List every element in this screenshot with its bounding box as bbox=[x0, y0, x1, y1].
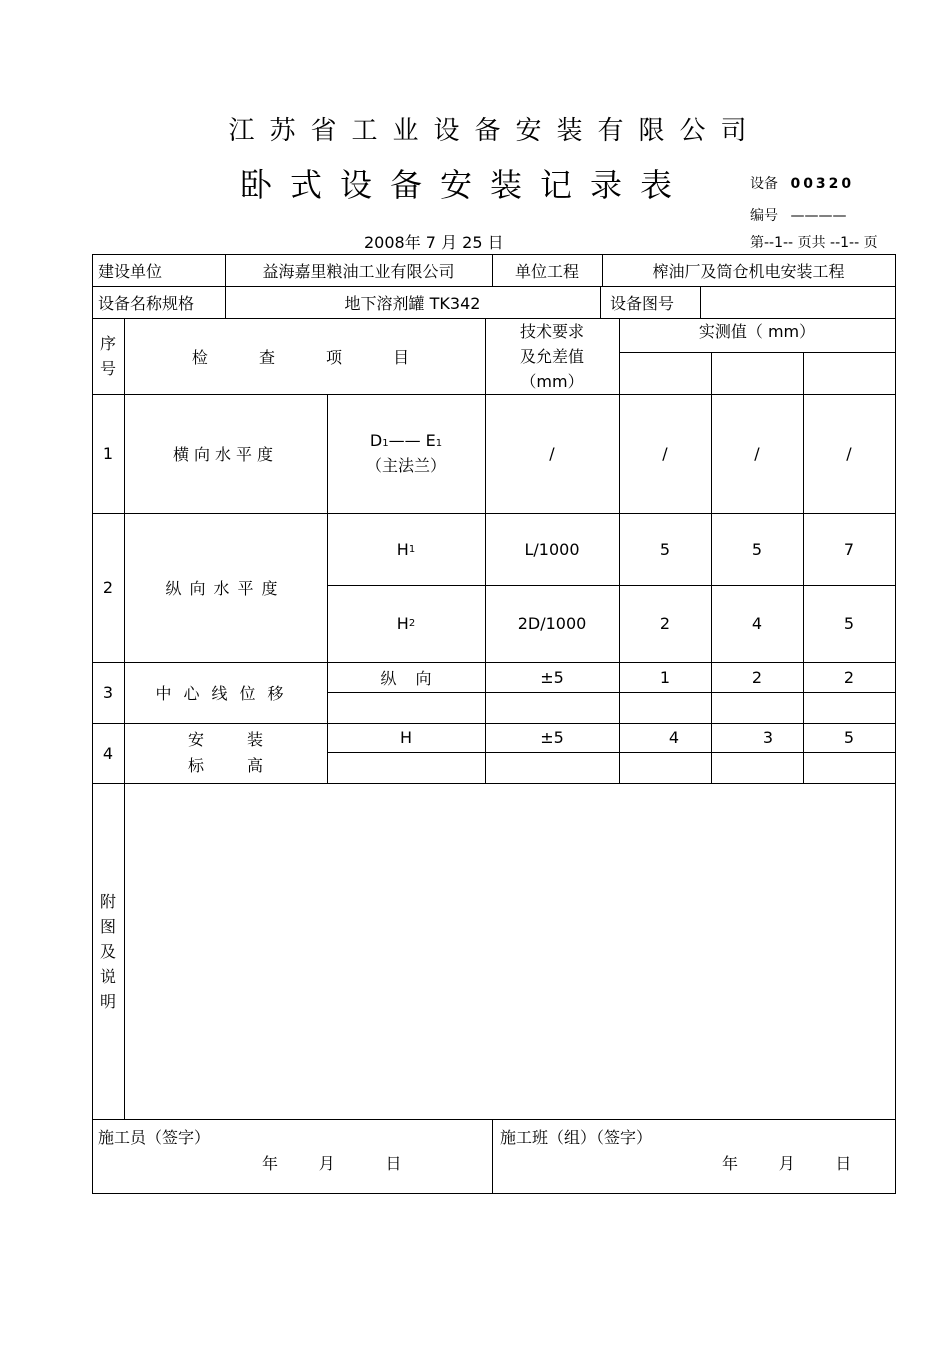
measured-header: 实测值（ mm） bbox=[698, 322, 816, 341]
tech-header-2: 及允差值 bbox=[519, 346, 584, 366]
row3-m1: 1 bbox=[659, 667, 671, 687]
row2-a-m2: 5 bbox=[751, 539, 763, 559]
row1-m1: / bbox=[662, 444, 668, 463]
notes-label-char: 附 bbox=[99, 891, 116, 911]
row3-item: 中心线位移 bbox=[155, 684, 296, 703]
tech-header-3: （mm） bbox=[520, 371, 584, 391]
row1-tol: / bbox=[549, 444, 555, 463]
row3-m2: 2 bbox=[751, 667, 763, 687]
tech-header-1: 技术要求 bbox=[519, 321, 584, 341]
unit-project-label: 单位工程 bbox=[514, 261, 579, 281]
row3-sub: 纵 向 bbox=[380, 668, 432, 688]
row1-sub-b: E bbox=[425, 431, 436, 450]
seq-header-1: 序 bbox=[99, 334, 116, 353]
row1-sub-a-idx: 1 bbox=[382, 438, 389, 449]
tech-header bbox=[485, 318, 619, 394]
equip-label: 设备 bbox=[750, 176, 778, 192]
row2-b-idx: 2 bbox=[408, 618, 416, 629]
row2-no: 2 bbox=[102, 578, 114, 597]
company-title: 江苏省工业设备安装有限公司 bbox=[228, 116, 762, 146]
row4-m2: 3 bbox=[762, 728, 774, 747]
row4-m1: 4 bbox=[668, 728, 680, 747]
form-date: 2008年 7 月 25 日 bbox=[364, 233, 504, 252]
row1-sub-a: D bbox=[369, 431, 383, 450]
row4-item-1: 安 装 bbox=[187, 730, 264, 749]
row4-item bbox=[124, 723, 327, 783]
row2-b-m3: 5 bbox=[843, 614, 855, 633]
row1-sub-note: （主法兰） bbox=[365, 456, 446, 475]
page-info: 第--1-- 页共 --1-- 页 bbox=[750, 235, 878, 251]
row2-b-tol: 2D/1000 bbox=[517, 614, 587, 633]
row2-a-label bbox=[327, 513, 485, 585]
row4-tol: ±5 bbox=[540, 728, 564, 747]
form-title: 卧式设备安装记录表 bbox=[240, 166, 691, 204]
seq-header-2: 号 bbox=[99, 359, 116, 378]
row1-sub-dash: —— bbox=[388, 431, 421, 450]
row1-no: 1 bbox=[102, 444, 114, 463]
drawing-label: 设备图号 bbox=[610, 293, 675, 313]
row2-b-m2: 4 bbox=[751, 614, 763, 633]
notes-label-char: 图 bbox=[99, 916, 116, 936]
row2-a-m1: 5 bbox=[659, 539, 671, 559]
number-value: ———— bbox=[790, 208, 847, 224]
row4-item-2: 标 高 bbox=[187, 756, 264, 775]
row4-no: 4 bbox=[102, 743, 114, 763]
number-label-text: 编号 bbox=[750, 208, 778, 224]
equipment-value: 地下溶剂罐 TK342 bbox=[344, 293, 481, 313]
row2-a-tol: L/1000 bbox=[524, 539, 580, 559]
row3-tol: ±5 bbox=[540, 667, 564, 687]
row4-sub: H bbox=[399, 728, 413, 747]
equipment-label: 设备名称规格 bbox=[98, 293, 195, 313]
row1-m2: / bbox=[754, 444, 760, 463]
number-label bbox=[750, 205, 846, 225]
equip-code: 00320 bbox=[790, 176, 855, 192]
row2-item: 纵向水平度 bbox=[165, 579, 286, 598]
seq-header bbox=[92, 318, 124, 394]
team-sign-label: 施工班（组）（签字） bbox=[500, 1128, 653, 1147]
row2-b-m1: 2 bbox=[659, 614, 671, 633]
row2-a-m3: 7 bbox=[843, 539, 855, 559]
worker-sign-label: 施工员（签字） bbox=[98, 1128, 211, 1147]
row2-b-h: H bbox=[396, 614, 409, 633]
notes-area[interactable] bbox=[125, 784, 895, 1119]
row2-a-idx: 1 bbox=[408, 543, 416, 555]
build-unit-label: 建设单位 bbox=[98, 261, 163, 281]
worker-sign-date: 年 月 日 bbox=[262, 1154, 402, 1173]
row2-b-label bbox=[327, 585, 485, 662]
row1-sub-formula bbox=[370, 430, 442, 455]
notes-label-char: 说 bbox=[99, 966, 116, 986]
row1-m3: / bbox=[846, 444, 852, 463]
notes-label-char: 明 bbox=[99, 991, 116, 1011]
team-sign-date: 年 月 日 bbox=[722, 1154, 852, 1173]
drawing-value bbox=[700, 286, 895, 318]
row1-item: 横向水平度 bbox=[172, 445, 278, 464]
build-unit-value: 益海嘉里粮油工业有限公司 bbox=[262, 261, 455, 281]
check-item-header: 检 查 项 目 bbox=[191, 347, 418, 367]
row3-m3: 2 bbox=[843, 667, 855, 687]
row3-no: 3 bbox=[102, 683, 114, 702]
row4-m3: 5 bbox=[843, 728, 855, 747]
unit-project-value: 榨油厂及筒仓机电安装工程 bbox=[652, 261, 845, 281]
row2-a-h: H bbox=[396, 539, 409, 559]
row1-sub bbox=[327, 394, 485, 513]
row1-sub-b-idx: 1 bbox=[435, 438, 443, 449]
notes-label bbox=[92, 783, 124, 1119]
notes-label-char: 及 bbox=[99, 941, 116, 961]
equip-code-label bbox=[750, 173, 854, 193]
